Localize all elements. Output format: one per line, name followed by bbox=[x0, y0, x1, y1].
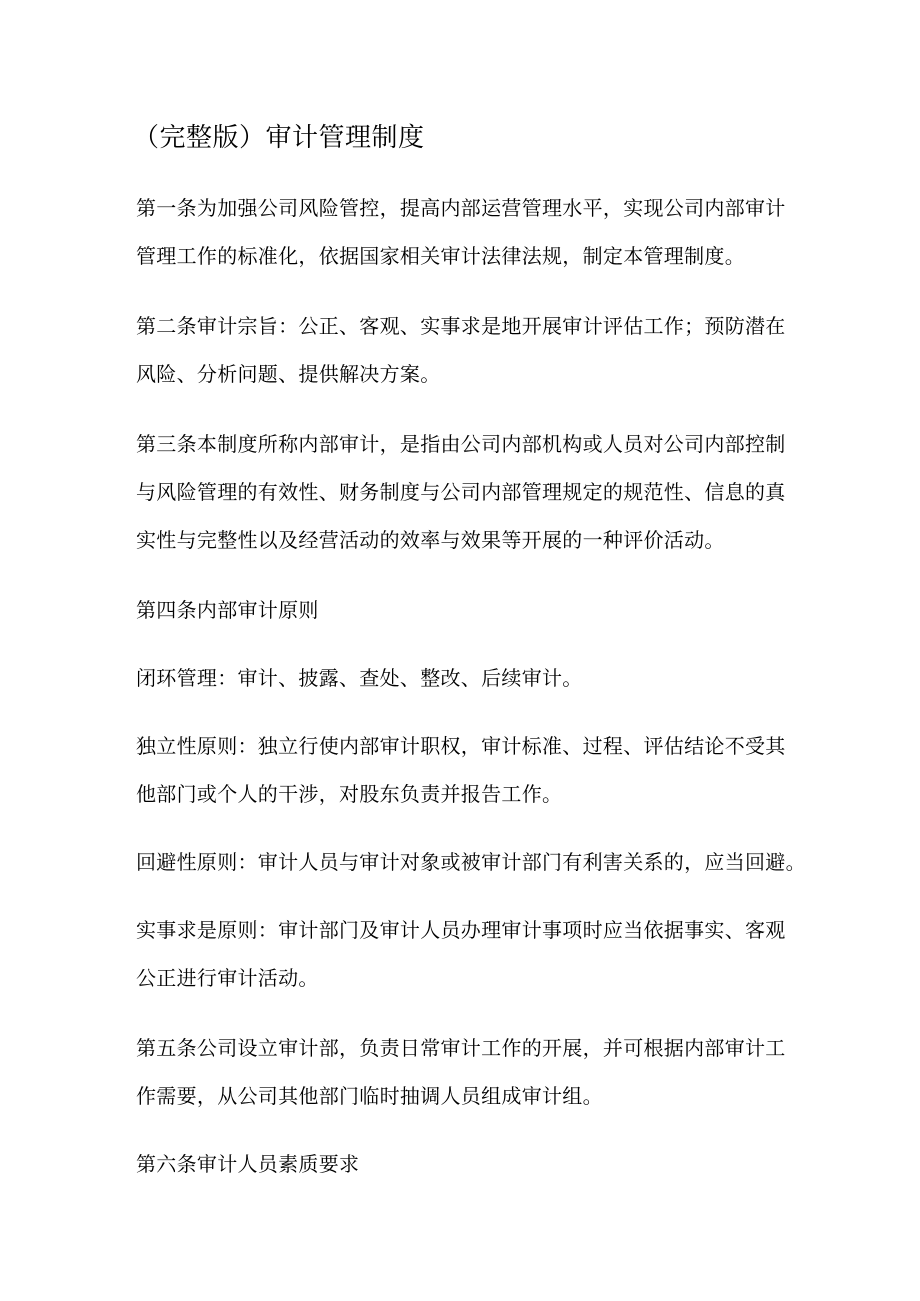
article-4-paragraph bbox=[136, 586, 786, 634]
principle-avoidance-paragraph bbox=[136, 838, 806, 886]
paragraph-line: 实事求是原则：审计部门及审计人员办理审计事项时应当依据事实、客观 bbox=[136, 918, 786, 942]
paragraph-line: 作需要，从公司其他部门临时抽调人员组成审计组。 bbox=[136, 1084, 603, 1108]
paragraph-line: 独立性原则：独立行使内部审计职权，审计标准、过程、评估结论不受其 bbox=[136, 734, 786, 758]
principle-fact-paragraph bbox=[136, 906, 786, 1002]
paragraph-line: 风险、分析问题、提供解决方案。 bbox=[136, 362, 441, 386]
article-6-paragraph bbox=[136, 1140, 786, 1188]
paragraph-line: 实性与完整性以及经营活动的效率与效果等开展的一种评价活动。 bbox=[136, 528, 725, 552]
paragraph-line: 第四条内部审计原则 bbox=[136, 598, 319, 622]
principle-closed-loop-paragraph bbox=[136, 654, 786, 702]
article-5-paragraph bbox=[136, 1024, 786, 1120]
paragraph-line: 回避性原则：审计人员与审计对象或被审计部门有利害关系的，应当回避。 bbox=[136, 850, 806, 874]
paragraph-line: 闭环管理：审计、披露、查处、整改、后续审计。 bbox=[136, 666, 583, 690]
paragraph-line: 管理工作的标准化，依据国家相关审计法律法规，制定本管理制度。 bbox=[136, 244, 745, 268]
paragraph-line: 他部门或个人的干涉，对股东负责并报告工作。 bbox=[136, 782, 563, 806]
principle-independence-paragraph bbox=[136, 722, 786, 818]
paragraph-line: 第三条本制度所称内部审计，是指由公司内部机构或人员对公司内部控制 bbox=[136, 432, 786, 456]
article-3-paragraph bbox=[136, 420, 786, 564]
paragraph-line: 第一条为加强公司风险管控，提高内部运营管理水平，实现公司内部审计 bbox=[136, 196, 786, 220]
paragraph-line: 第五条公司设立审计部，负责日常审计工作的开展，并可根据内部审计工 bbox=[136, 1036, 786, 1060]
article-2-paragraph bbox=[136, 302, 786, 398]
document-title: （完整版）审计管理制度 bbox=[133, 123, 425, 153]
article-1-paragraph bbox=[136, 184, 786, 280]
paragraph-line: 与风险管理的有效性、财务制度与公司内部管理规定的规范性、信息的真 bbox=[136, 480, 786, 504]
paragraph-line: 第六条审计人员素质要求 bbox=[136, 1152, 360, 1176]
paragraph-line: 公正进行审计活动。 bbox=[136, 966, 319, 990]
paragraph-line: 第二条审计宗旨：公正、客观、实事求是地开展审计评估工作；预防潜在 bbox=[136, 314, 786, 338]
